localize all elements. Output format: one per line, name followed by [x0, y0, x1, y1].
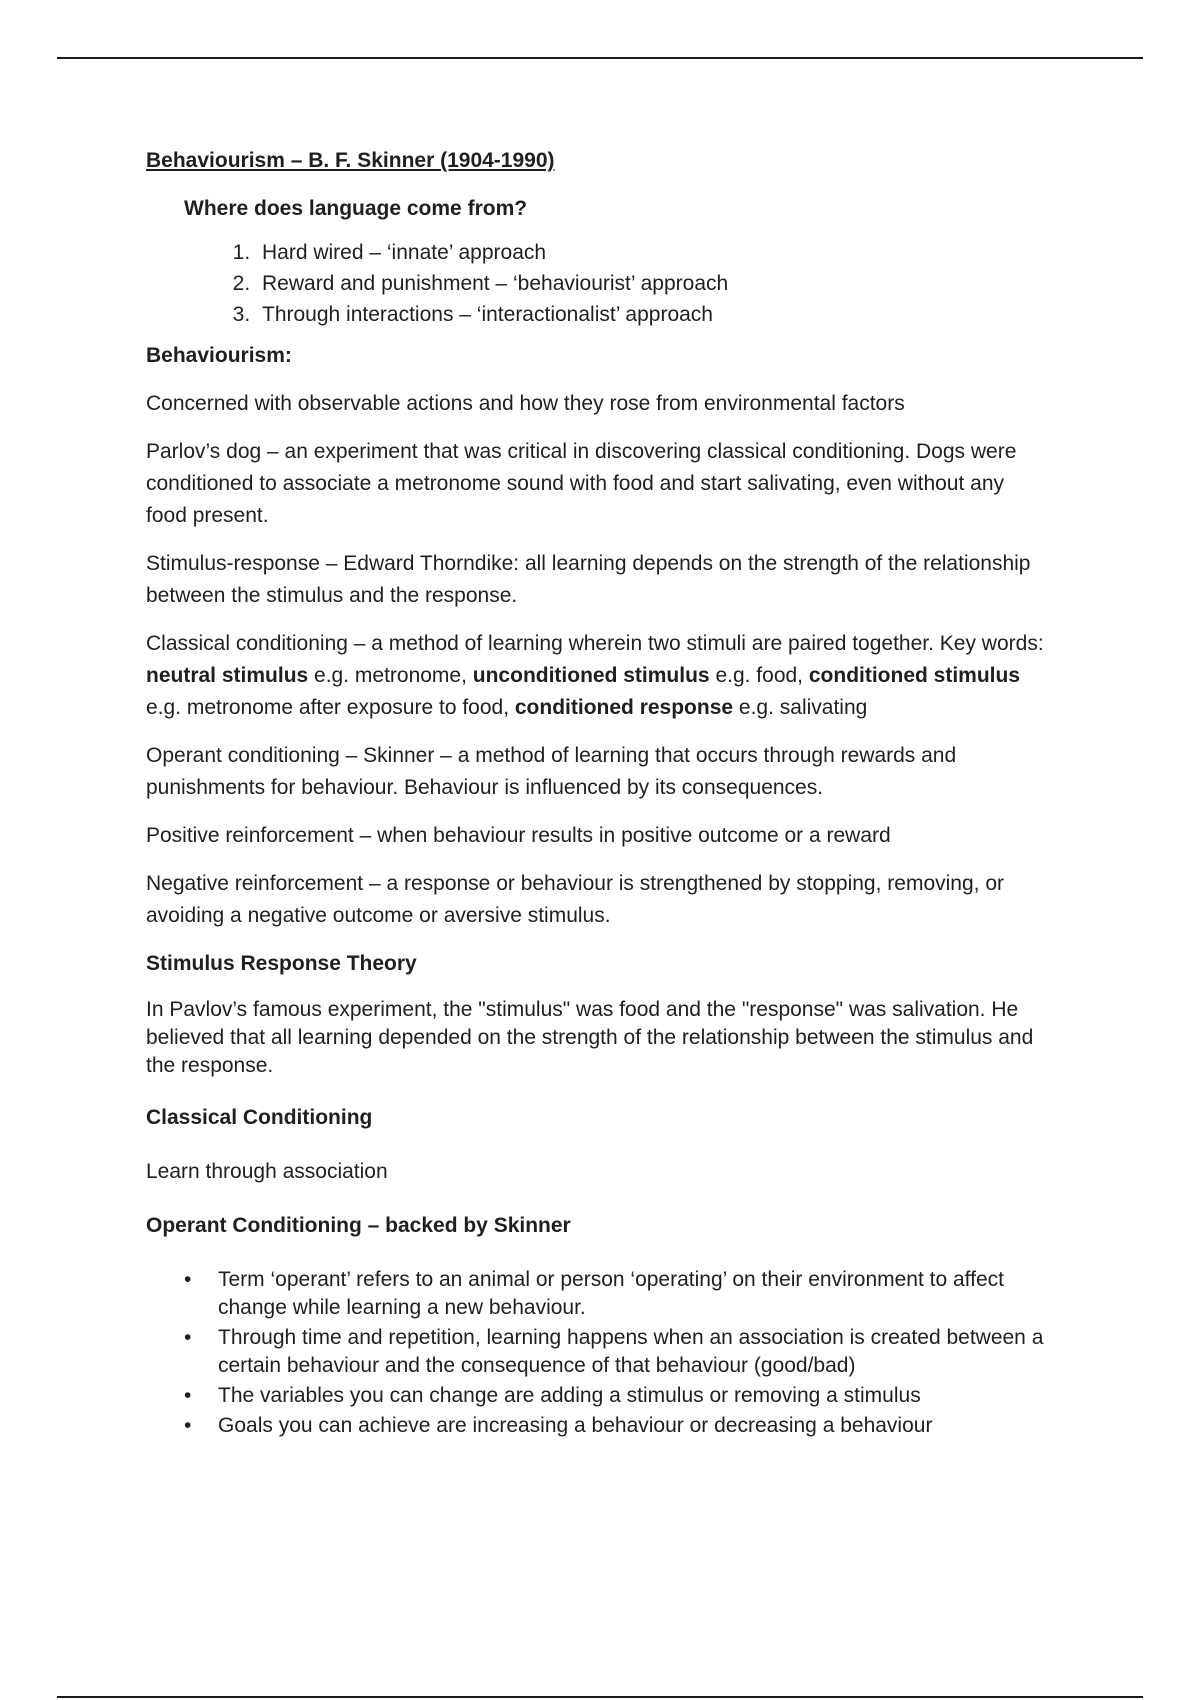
parlov-paragraph: Parlov’s dog – an experiment that was critical in discovering classical conditioning. Dogs were conditioned to associate a metronome sound with food and start salivating, even without any food present. — [146, 440, 1017, 527]
term-example: e.g. metronome, — [308, 664, 473, 687]
bullet-icon: • — [184, 1326, 192, 1349]
term-conditioned-stimulus: conditioned stimulus — [808, 664, 1021, 687]
operant-bullet-list — [146, 1266, 1046, 1440]
term-example: e.g. food, — [709, 664, 809, 687]
list-item: 2. Reward and punishment – ‘behaviourist’ approach — [256, 268, 1046, 299]
positive-reinforcement-paragraph: Positive reinforcement – when behaviour results in positive outcome or a reward — [146, 824, 891, 847]
association-paragraph: Learn through association — [146, 1160, 388, 1183]
observable-paragraph: Concerned with observable actions and how they rose from environmental factors — [146, 392, 905, 415]
term-example: e.g. metronome after exposure to food, — [146, 696, 515, 719]
term-example: e.g. salivating — [733, 696, 868, 719]
term-neutral-stimulus: neutral stimulus — [146, 664, 309, 687]
bullet-text: Term ‘operant’ refers to an animal or person ‘operating’ on their environment to affect change while learning a new behaviour. — [218, 1268, 1004, 1319]
classical-intro: Classical conditioning – a method of learning wherein two stimuli are paired together. Key words: — [146, 632, 1044, 655]
list-item — [184, 1382, 1046, 1410]
stimulus-response-paragraph: Stimulus-response – Edward Thorndike: all learning depends on the strength of the relationship between the stimulus and the response. — [146, 552, 1031, 607]
classical-conditioning-paragraph — [146, 628, 1046, 724]
stimulus-response-theory-heading: Stimulus Response Theory — [146, 952, 417, 975]
bullet-icon: • — [184, 1414, 192, 1437]
pavlov-paragraph: In Pavlov’s famous experiment, the "stimulus" was food and the "response" was salivation. He believed that all learning depended on the strength of the relationship between the stimulus and the response. — [146, 998, 1034, 1077]
bullet-icon: • — [184, 1268, 192, 1291]
header-rule — [57, 57, 1143, 59]
behaviourism-heading: Behaviourism: — [146, 344, 292, 367]
page-title: Behaviourism – B. F. Skinner (1904-1990) — [146, 149, 555, 172]
document-body — [146, 145, 1046, 1442]
operant-conditioning-heading: Operant Conditioning – backed by Skinner — [146, 1214, 571, 1237]
bullet-icon: • — [184, 1384, 192, 1407]
list-item — [184, 1324, 1046, 1380]
negative-reinforcement-paragraph: Negative reinforcement – a response or behaviour is strengthened by stopping, removing, or avoiding a negative outcome or aversive stimulus. — [146, 872, 1004, 927]
classical-conditioning-heading: Classical Conditioning — [146, 1106, 373, 1129]
list-item — [184, 1266, 1046, 1322]
footer-rule — [57, 1696, 1143, 1698]
bullet-text: The variables you can change are adding a stimulus or removing a stimulus — [218, 1384, 921, 1407]
list-item — [184, 1412, 1046, 1440]
question-heading: Where does language come from? — [184, 197, 528, 220]
operant-paragraph: Operant conditioning – Skinner – a method of learning that occurs through rewards and punishments for behaviour. Behaviour is influenced by its consequences. — [146, 744, 957, 799]
list-item: 1. Hard wired – ‘innate’ approach — [256, 237, 1046, 268]
bullet-text: Goals you can achieve are increasing a behaviour or decreasing a behaviour — [218, 1414, 933, 1437]
list-item: 3. Through interactions – ‘interactionalist’ approach — [256, 299, 1046, 330]
bullet-text: Through time and repetition, learning happens when an association is created between a certain behaviour and the consequence of that behaviour (good/bad) — [218, 1326, 1044, 1377]
approaches-list — [146, 237, 1046, 330]
term-unconditioned-stimulus: unconditioned stimulus — [472, 664, 710, 687]
term-conditioned-response: conditioned response — [514, 696, 734, 719]
